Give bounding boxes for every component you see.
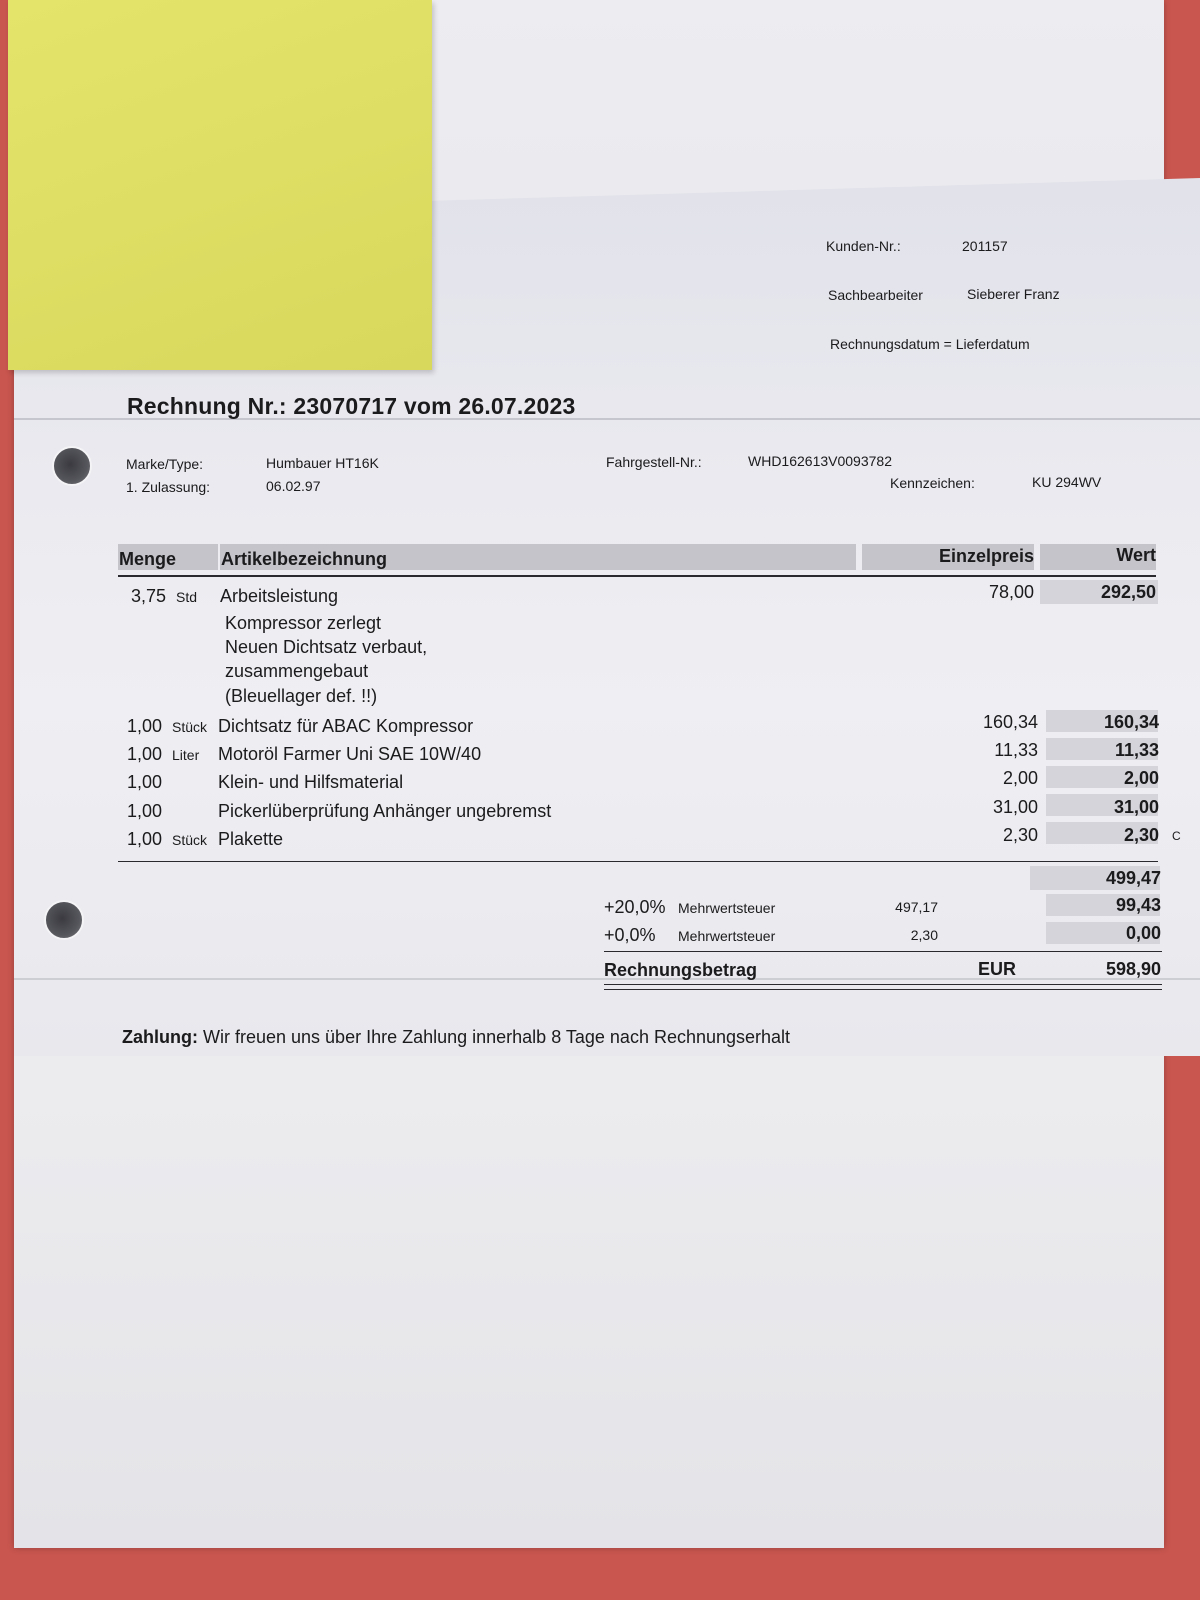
vat2-rate: +0,0% xyxy=(604,925,656,945)
row-qty: 1,00 xyxy=(127,716,163,736)
header-qty: Menge xyxy=(119,549,177,569)
plate-label: Kennzeichen: xyxy=(890,475,975,491)
row-note: Kompressor zerlegt xyxy=(225,613,382,633)
plate-value: KU 294WV xyxy=(1032,474,1102,490)
totals-rule xyxy=(604,951,1162,952)
row-unit-price: 78,00 xyxy=(988,582,1034,602)
total-label: Rechnungsbetrag xyxy=(604,960,758,980)
row-qty: 1,00 xyxy=(127,801,163,821)
clerk-label: Sachbearbeiter xyxy=(828,287,923,303)
row-qty: 1,00 xyxy=(127,772,163,792)
row-unit: Liter xyxy=(172,747,200,763)
row-description: Arbeitsleistung xyxy=(220,586,339,606)
row-unit-price: 11,33 xyxy=(994,740,1038,760)
total-double-rule xyxy=(604,989,1162,990)
payment-label: Zahlung: xyxy=(122,1027,198,1047)
row-value: 11,33 xyxy=(1114,740,1159,760)
vat1-amount: 99,43 xyxy=(1115,895,1161,915)
customer-no: 201157 xyxy=(962,238,1008,254)
row-flag: C xyxy=(1172,829,1181,843)
invoice-title: Rechnung Nr.: 23070717 vom 26.07.2023 xyxy=(127,393,576,419)
row-unit-price: 2,30 xyxy=(1002,825,1038,845)
row-value: 31,00 xyxy=(1113,797,1159,817)
row-note: Neuen Dichtsatz verbaut, xyxy=(225,637,428,657)
row-unit-price: 160,34 xyxy=(982,712,1038,732)
row-description: Motoröl Farmer Uni SAE 10W/40 xyxy=(218,744,482,764)
row-qty: 3,75 xyxy=(131,586,167,606)
registration-label: 1. Zulassung: xyxy=(126,479,211,495)
row-note: zusammengebaut xyxy=(225,661,369,681)
row-unit-price: 2,00 xyxy=(1002,768,1038,788)
punch-hole xyxy=(44,900,84,940)
punch-hole xyxy=(52,446,92,486)
row-value: 160,34 xyxy=(1103,712,1159,732)
customer-no-label: Kunden-Nr.: xyxy=(826,238,901,254)
payment-note xyxy=(122,1027,790,1048)
table-rule xyxy=(118,861,1158,862)
vat2-base: 2,30 xyxy=(910,927,938,943)
vat2-label: Mehrwertsteuer xyxy=(678,928,776,944)
total-amount: 598,90 xyxy=(1105,959,1161,979)
clerk-name: Sieberer Franz xyxy=(967,286,1060,302)
registration-value: 06.02.97 xyxy=(266,478,321,494)
row-note: (Bleuellager def. !!) xyxy=(225,686,378,706)
subtotal: 499,47 xyxy=(1105,868,1161,888)
vat2-amount: 0,00 xyxy=(1125,923,1161,943)
row-qty: 1,00 xyxy=(127,744,163,764)
row-description: Klein- und Hilfsmaterial xyxy=(218,772,404,792)
row-unit: Stück xyxy=(172,832,208,848)
header-rule xyxy=(118,575,1156,577)
chassis-value: WHD162613V0093782 xyxy=(748,453,892,469)
date-note: Rechnungsdatum = Lieferdatum xyxy=(830,336,1030,352)
row-description: Pickerlüberprüfung Anhänger ungebremst xyxy=(218,801,552,821)
total-currency: EUR xyxy=(978,959,1017,979)
payment-text: Wir freuen uns über Ihre Zahlung innerhalb 8 Tage nach Rechnungserhalt xyxy=(203,1027,791,1047)
row-value: 2,30 xyxy=(1123,825,1159,845)
header-value: Wert xyxy=(1116,545,1156,565)
row-value: 2,00 xyxy=(1123,768,1159,788)
row-unit: Std xyxy=(176,589,198,605)
sticky-note xyxy=(8,0,432,370)
header-description: Artikelbezeichnung xyxy=(221,549,388,569)
row-unit: Stück xyxy=(172,719,208,735)
vat1-label: Mehrwertsteuer xyxy=(678,900,776,916)
brand-label: Marke/Type: xyxy=(126,456,204,472)
row-description: Dichtsatz für ABAC Kompressor xyxy=(218,716,474,736)
row-qty: 1,00 xyxy=(127,829,163,849)
vat1-base: 497,17 xyxy=(895,899,938,915)
total-double-rule xyxy=(604,984,1162,985)
brand-value: Humbauer HT16K xyxy=(266,455,379,471)
header-unit-price: Einzelpreis xyxy=(938,546,1034,566)
row-description: Plakette xyxy=(218,829,284,849)
row-value: 292,50 xyxy=(1100,582,1156,602)
chassis-label: Fahrgestell-Nr.: xyxy=(606,454,702,470)
vat1-rate: +20,0% xyxy=(604,897,666,917)
row-unit-price: 31,00 xyxy=(992,797,1038,817)
